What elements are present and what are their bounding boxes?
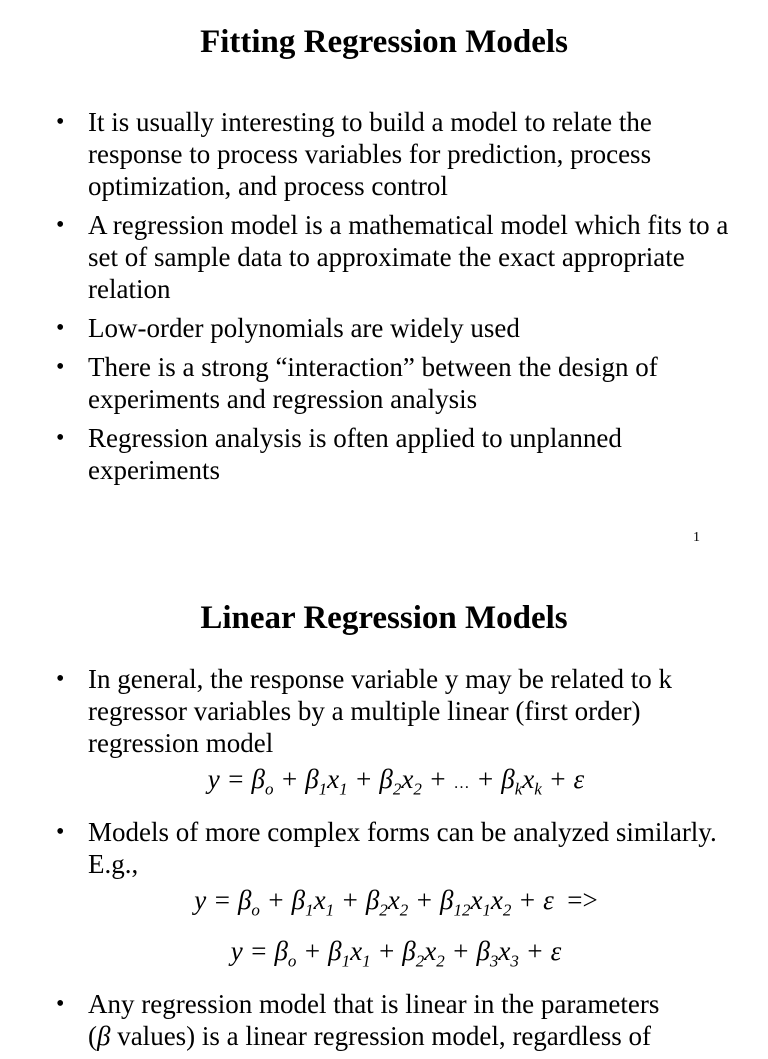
equation-interaction-model: $y = \beta_o + \beta_1x_1 + \beta_2x_2 + \beta_{12}x_1x_2 + \varepsilon$ => [194, 885, 598, 920]
list-item [56, 816, 736, 981]
bullet-text: Models of more complex forms can be analyzed similarly. E.g., [88, 817, 717, 880]
bullet-list [56, 106, 736, 493]
bullet-icon: • [56, 425, 65, 451]
list-item [56, 351, 736, 415]
list-item: • Any regression model that is linear in the parameters (β values) is a linear regression model, regardless of [56, 989, 660, 1052]
bullet-icon: • [56, 991, 65, 1018]
bullet-list [56, 663, 736, 1059]
equation-first-order-model: $y = \beta_o + \beta_1x_1 + \beta_2x_2$ + … + $\beta_kx_k + \varepsilon$ [207, 764, 585, 799]
list-item [56, 663, 736, 809]
bullet-icon: • [56, 819, 65, 846]
list-item [56, 209, 736, 305]
bullet-text: There is a strong “interaction” between the design of experiments and regression analysis [88, 352, 658, 414]
bullet-text: Any regression model that is linear in the parameters [88, 989, 660, 1020]
list-item [56, 106, 736, 202]
bullet-text-continued: values) is a linear regression model, regardless of [117, 1021, 652, 1052]
slide-title: Fitting Regression Models [200, 24, 568, 60]
bullet-icon: • [56, 212, 65, 238]
bullet-text: Low-order polynomials are widely used [88, 313, 520, 343]
bullet-text: In general, the response variable y may be related to k regressor variables by a multiple linear (first order) regression model [88, 664, 673, 758]
list-item [56, 422, 736, 486]
bullet-icon: • [56, 354, 65, 380]
bullet-text: A regression model is a mathematical model which fits to a set of sample data to approximate the exact appropriate relation [88, 210, 729, 304]
slide-title: Linear Regression Models [200, 600, 568, 636]
page-number: 1 [693, 530, 700, 545]
beta-symbol: β [97, 1021, 111, 1052]
bullet-text: It is usually interesting to build a model to relate the response to process variables for prediction, process optimization, and process control [88, 107, 652, 201]
list-item [56, 312, 736, 344]
slide-2 [0, 560, 768, 1052]
equation-substituted-model: $y = \beta_o + \beta_1x_1 + \beta_2x_2 + \beta_3x_3 + \varepsilon$ [230, 935, 562, 971]
bullet-icon: • [56, 666, 65, 692]
bullet-icon: • [56, 315, 65, 341]
bullet-text: Regression analysis is often applied to unplanned experiments [88, 423, 622, 485]
bullet-icon: • [56, 109, 65, 135]
